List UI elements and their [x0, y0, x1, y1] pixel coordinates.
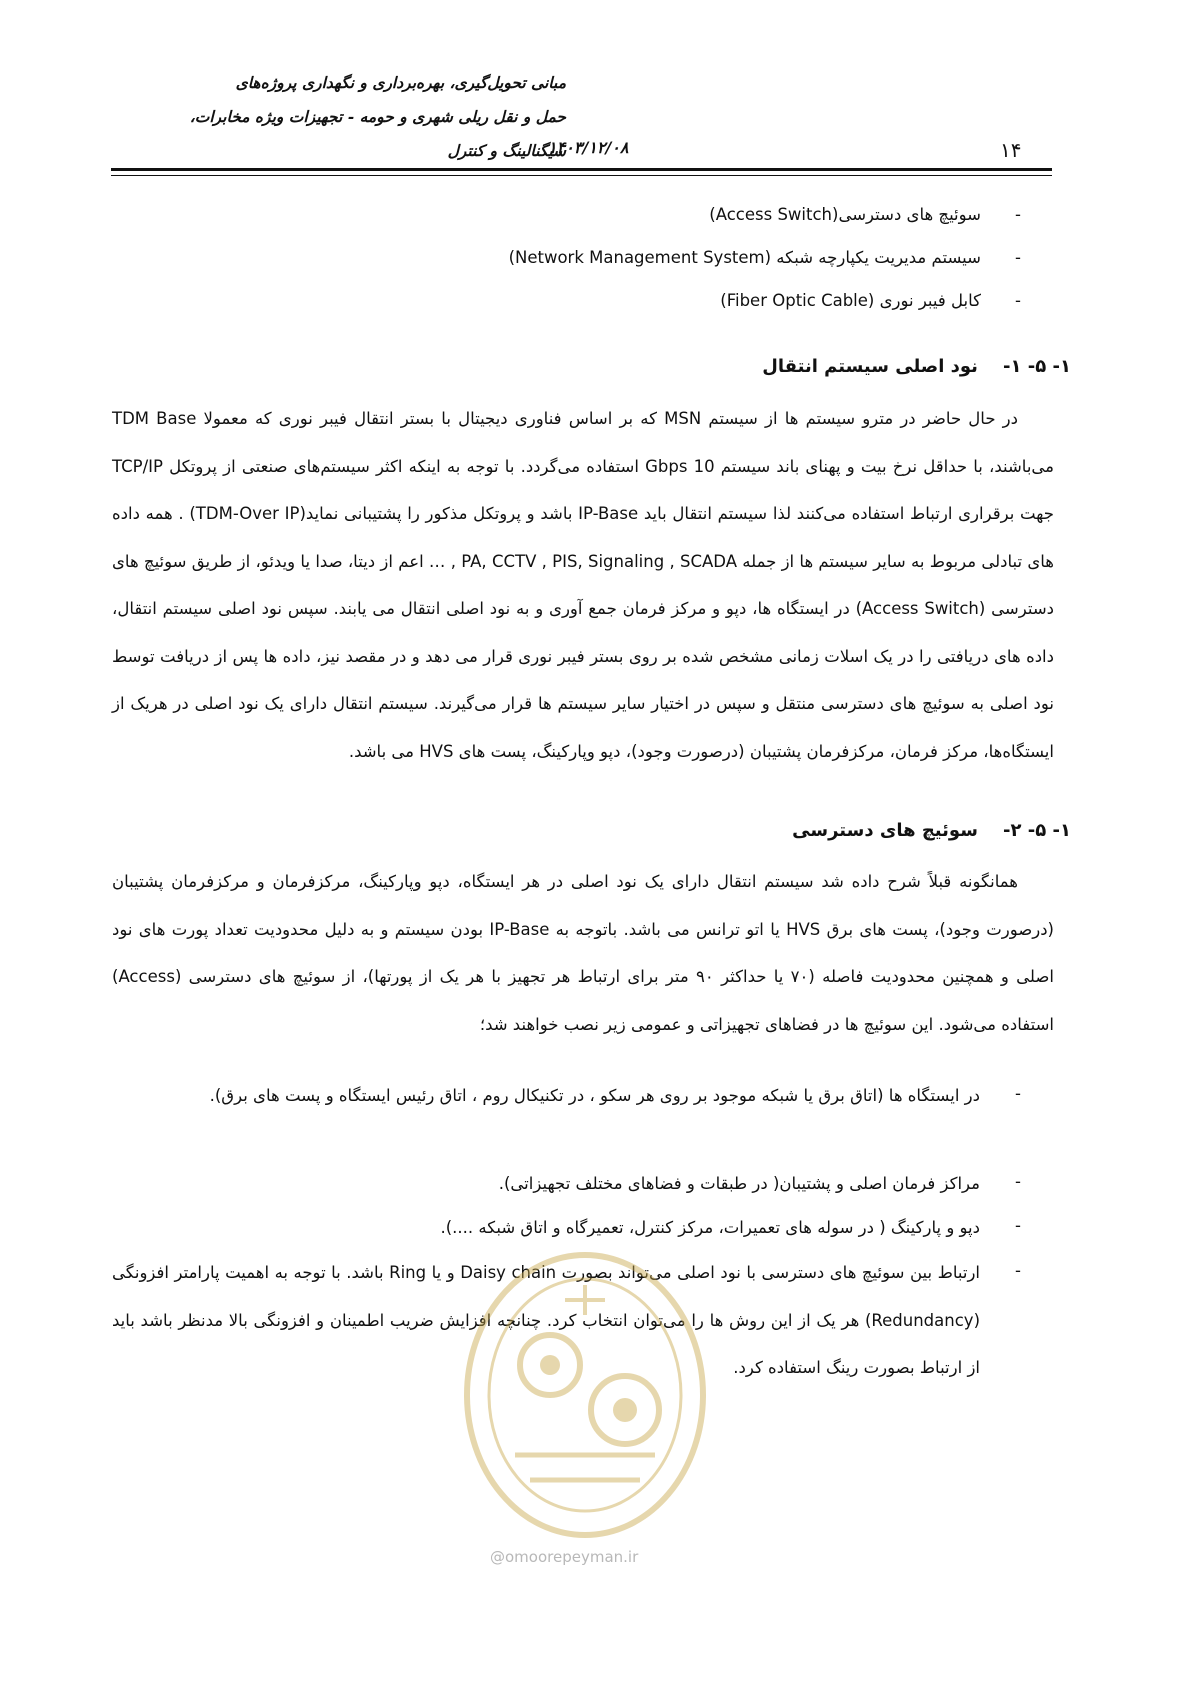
section-title: سوئیچ های دسترسی: [792, 820, 978, 841]
document-date: ۱۴۰۳/۱۲/۰۸: [548, 138, 629, 157]
list-item: کابل فیبر نوری (Fiber Optic Cable): [720, 291, 981, 310]
section-title: نود اصلی سیستم انتقال: [762, 356, 978, 377]
watermark-seal: [455, 1245, 715, 1545]
paragraph: در حال حاضر در مترو سیستم ها از سیستم MSN که بر اساس فناوری دیجیتال با بستر انتقال فیبر نوری که معمولا TDM Base می‌باشند، با حداقل نرخ بیت و پهنای باند سیستم 10 Gbps استفاده می‌گردد. با توجه به اینکه اکثر سیستم‌های صنعتی از پروتکل TCP/IP جهت برقراری ارتباط استفاده می‌کنند لذا سیستم انتقال باید IP-Base باشد و پروتکل مذکور را پشتیبانی نماید(TDM-Over IP) . همه داده های تبادلی مربوط به سایر سیستم ها از جمله PA, CCTV , PIS, Signaling , SCADA , … اعم از دیتا، صدا یا ویدئو، از طریق سوئیچ های دسترسی (Access Switch) در ایستگاه ها، دپو و مرکز فرمان جمع آوری و به نود اصلی انتقال می یابند. سپس نود اصلی سیستم انتقال، داده های دریافتی را در یک اسلات زمانی مشخص شده بر روی بستر فیبر نوری قرار می دهد و در مقصد نیز، داده ها پس از دریافت توسط نود اصلی به سوئیچ های دسترسی منتقل و سپس در اختیار سایر سیستم ها قرار می‌گیرند. سیستم انتقال دارای یک نود اصلی در هریک از ایستگاه‌ها، مرکز فرمان، مرکزفرمان پشتیبان (درصورت وجود)، دپو وپارکینگ، پست های HVS می باشد.: [112, 409, 1055, 761]
bullet-marker: -: [1015, 248, 1021, 267]
bullet-marker: -: [1015, 205, 1021, 224]
bullet-marker: -: [1015, 1261, 1021, 1280]
section-number: ۱- ۵- ۲-: [1003, 820, 1071, 841]
bullet-marker: -: [1015, 1216, 1021, 1235]
document-title-line-1: مبانی تحویل‌گیری، بهره‌برداری و نگهداری پروژه‌های: [235, 73, 566, 92]
page-number: ۱۴: [1000, 138, 1022, 162]
list-item: سیستم مدیریت یکپارچه شبکه (Network Management System): [508, 248, 981, 267]
paragraph: همانگونه قبلاً شرح داده شد سیستم انتقال دارای یک نود اصلی در هر ایستگاه، دپو وپارکینگ، مرکزفرمان و مرکزفرمان پشتیبان (درصورت وجود)، پست های برق HVS یا اتو ترانس می باشد. باتوجه به IP-Base بودن سیستم و به دلیل محدودیت تعداد پورت های نود اصلی و همچنین محدودیت فاصله (۷۰ یا حداکثر ۹۰ متر برای ارتباط هر تجهیز با هر یک از پورتها)، از سوئیچ های دسترسی (Access) استفاده می‌شود. این سوئیچ ها در فضاهای تجهیزاتی و عمومی زیر نصب خواهند شد؛: [112, 872, 1054, 1034]
section-heading: [762, 356, 1071, 377]
watermark-text: @omoorepeyman.ir: [490, 1548, 639, 1566]
bullet-marker: -: [1015, 291, 1021, 310]
list-item: در ایستگاه ها (اتاق برق یا شبکه موجود بر روی هر سکو ، در تکنیکال روم ، اتاق رئیس ایستگاه و پست های برق).: [209, 1086, 980, 1105]
list-item: سوئیچ های دسترسی(Access Switch): [709, 205, 981, 224]
list-item: دپو و پارکینگ ( در سوله های تعمیرات، مرکز کنترل، تعمیرگاه و اتاق شبکه ....).: [440, 1218, 980, 1237]
section-heading: [792, 820, 1071, 841]
section-number: ۱- ۵- ۱-: [1003, 356, 1071, 377]
header-rule-thick: [111, 168, 1052, 171]
list-item: مراکز فرمان اصلی و پشتیبان( در طبقات و فضاهای مختلف تجهیزاتی).: [498, 1174, 980, 1193]
header-rule-thin: [111, 175, 1052, 176]
bullet-marker: -: [1015, 1084, 1021, 1103]
document-title: [126, 66, 566, 168]
list-item: ارتباط بین سوئیچ های دسترسی با نود اصلی می‌تواند بصورت Daisy chain و یا Ring باشد. با توجه به اهمیت پارامتر افزونگی (Redundancy) هر یک از این روش ها را می‌توان انتخاب کرد. چنانچه افزایش ضریب اطمینان و افزونگی بالا مدنظر باشد باید از ارتباط بصورت رینگ استفاده کرد.: [112, 1263, 980, 1377]
document-title-line-2: حمل و نقل ریلی شهری و حومه - تجهیزات ویژه مخابرات،: [189, 107, 566, 126]
bullet-marker: -: [1015, 1172, 1021, 1191]
document-title-line-3: سیگنالینگ و کنترل: [447, 141, 566, 160]
